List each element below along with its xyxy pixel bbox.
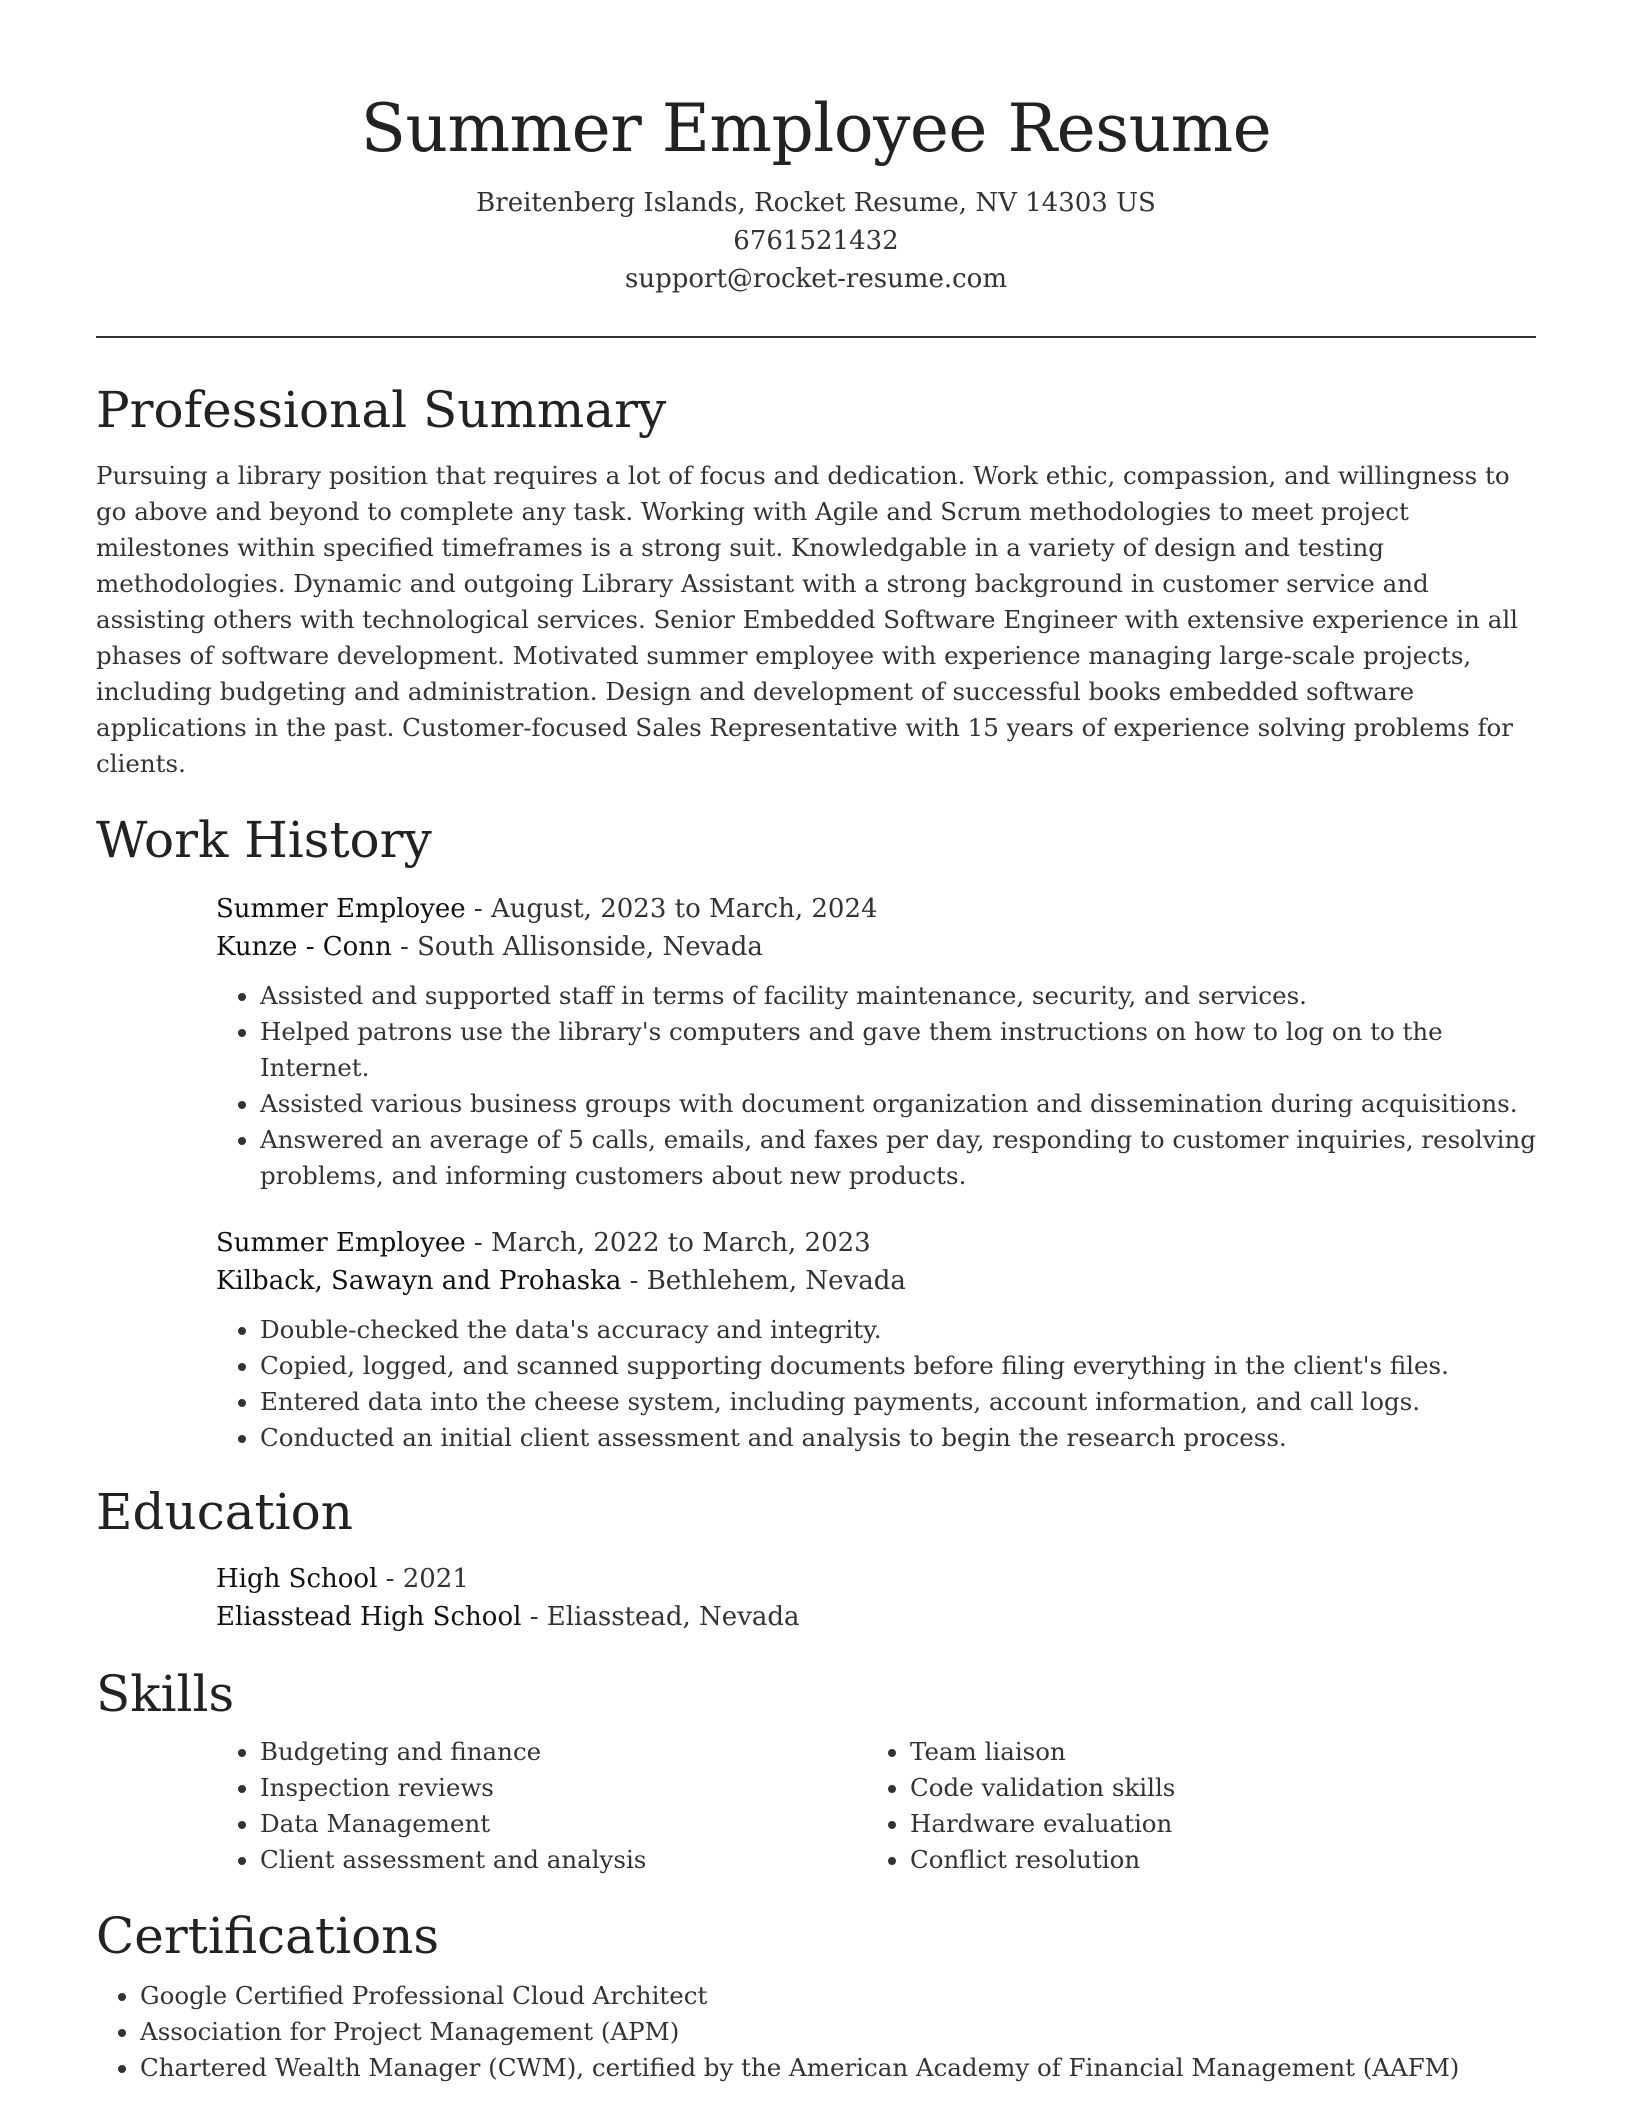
- skills-column-right: [866, 1734, 1516, 1878]
- skills-list-left: [216, 1734, 866, 1878]
- work-section: [96, 808, 1536, 1456]
- section-title-education: Education: [96, 1483, 353, 1541]
- section-title-summary: Professional Summary: [96, 381, 667, 439]
- section-title-work: Work History: [96, 811, 432, 869]
- list-item: • Association for Project Management (APM): [140, 2014, 1536, 2050]
- list-item: • Conducted an initial client assessment and analysis to begin the research process.: [260, 1420, 1536, 1456]
- list-item: • Conflict resolution: [910, 1842, 1516, 1878]
- job-title-line: [216, 1224, 1536, 1262]
- education-section: [96, 1480, 1536, 1636]
- job-entry: [216, 1224, 1536, 1456]
- job-company: Kunze - Conn: [216, 932, 392, 962]
- list-item: • Double-checked the data's accuracy and integrity.: [260, 1312, 1536, 1348]
- education-school: Eliasstead High School: [216, 1602, 522, 1632]
- job-dates: - March, 2022 to March, 2023: [465, 1228, 871, 1258]
- certifications-list: [96, 1978, 1536, 2086]
- certifications-section: [96, 1904, 1536, 2086]
- list-item: • Assisted various business groups with document organization and dissemination during acquisitions.: [260, 1086, 1536, 1122]
- contact-email: support@rocket-resume.com: [624, 264, 1007, 294]
- job-entry: [216, 890, 1536, 1194]
- list-item: • Answered an average of 5 calls, emails, and faxes per day, responding to customer inquiries, resolving problems, and informing customers about new products.: [260, 1122, 1536, 1194]
- skills-column-left: [216, 1734, 866, 1878]
- resume-header: [96, 0, 1536, 298]
- skills-section: [96, 1662, 1536, 1878]
- job-company-line: [216, 1262, 1536, 1300]
- contact-block: [96, 184, 1536, 298]
- list-item: • Budgeting and finance: [260, 1734, 866, 1770]
- list-item: • Inspection reviews: [260, 1770, 866, 1806]
- contact-phone: 6761521432: [733, 226, 899, 256]
- list-item: • Team liaison: [910, 1734, 1516, 1770]
- list-item: • Google Certified Professional Cloud Architect: [140, 1978, 1536, 2014]
- contact-address: Breitenberg Islands, Rocket Resume, NV 14303 US: [476, 188, 1156, 218]
- job-bullets: [216, 978, 1536, 1194]
- list-item: • Code validation skills: [910, 1770, 1516, 1806]
- job-dates: - August, 2023 to March, 2024: [465, 894, 878, 924]
- summary-section: [96, 378, 1536, 782]
- job-company: Kilback, Sawayn and Prohaska: [216, 1266, 622, 1296]
- education-degree-line: [216, 1560, 1536, 1598]
- job-role: Summer Employee: [216, 894, 466, 924]
- job-location: - South Allisonside, Nevada: [391, 932, 763, 962]
- list-item: • Copied, logged, and scanned supporting documents before filing everything in the client's files.: [260, 1348, 1536, 1384]
- list-item: • Chartered Wealth Manager (CWM), certified by the American Academy of Financial Management (AAFM): [140, 2050, 1536, 2086]
- list-item: • Helped patrons use the library's computers and gave them instructions on how to log on to the Internet.: [260, 1014, 1536, 1086]
- skills-list-right: [866, 1734, 1516, 1878]
- section-title-certifications: Certifications: [96, 1907, 440, 1965]
- summary-text: Pursuing a library position that requires a lot of focus and dedication. Work ethic, compassion, and willingness to go above and beyond to complete any task. Working with Agile and Scrum methodologies to meet project milestones within specified timeframes is a strong suit. Knowledgable in a variety of design and testing methodologies. Dynamic and outgoing Library Assistant with a strong background in customer service and assisting others with technological services. Senior Embedded Software Engineer with extensive experience in all phases of software development. Motivated summer employee with experience managing large-scale projects, including budgeting and administration. Design and development of successful books embedded software applications in the past. Customer-focused Sales Representative with 15 years of experience solving problems for clients.: [96, 461, 1518, 778]
- education-degree: High School: [216, 1564, 378, 1594]
- resume-title: Summer Employee Resume: [360, 90, 1272, 167]
- list-item: • Hardware evaluation: [910, 1806, 1516, 1842]
- education-year: - 2021: [377, 1564, 469, 1594]
- section-title-skills: Skills: [96, 1665, 235, 1723]
- list-item: • Entered data into the cheese system, including payments, account information, and call logs.: [260, 1384, 1536, 1420]
- job-company-line: [216, 928, 1536, 966]
- list-item: • Client assessment and analysis: [260, 1842, 866, 1878]
- job-title-line: [216, 890, 1536, 928]
- list-item: • Data Management: [260, 1806, 866, 1842]
- resume-page: [96, 0, 1536, 2086]
- job-location: - Bethlehem, Nevada: [621, 1266, 906, 1296]
- header-divider: [96, 336, 1536, 338]
- list-item: • Assisted and supported staff in terms of facility maintenance, security, and services.: [260, 978, 1536, 1014]
- job-bullets: [216, 1312, 1536, 1456]
- skills-grid: [216, 1734, 1536, 1878]
- education-entry: [216, 1560, 1536, 1636]
- education-location: - Eliasstead, Nevada: [521, 1602, 800, 1632]
- education-school-line: [216, 1598, 1536, 1636]
- job-role: Summer Employee: [216, 1228, 466, 1258]
